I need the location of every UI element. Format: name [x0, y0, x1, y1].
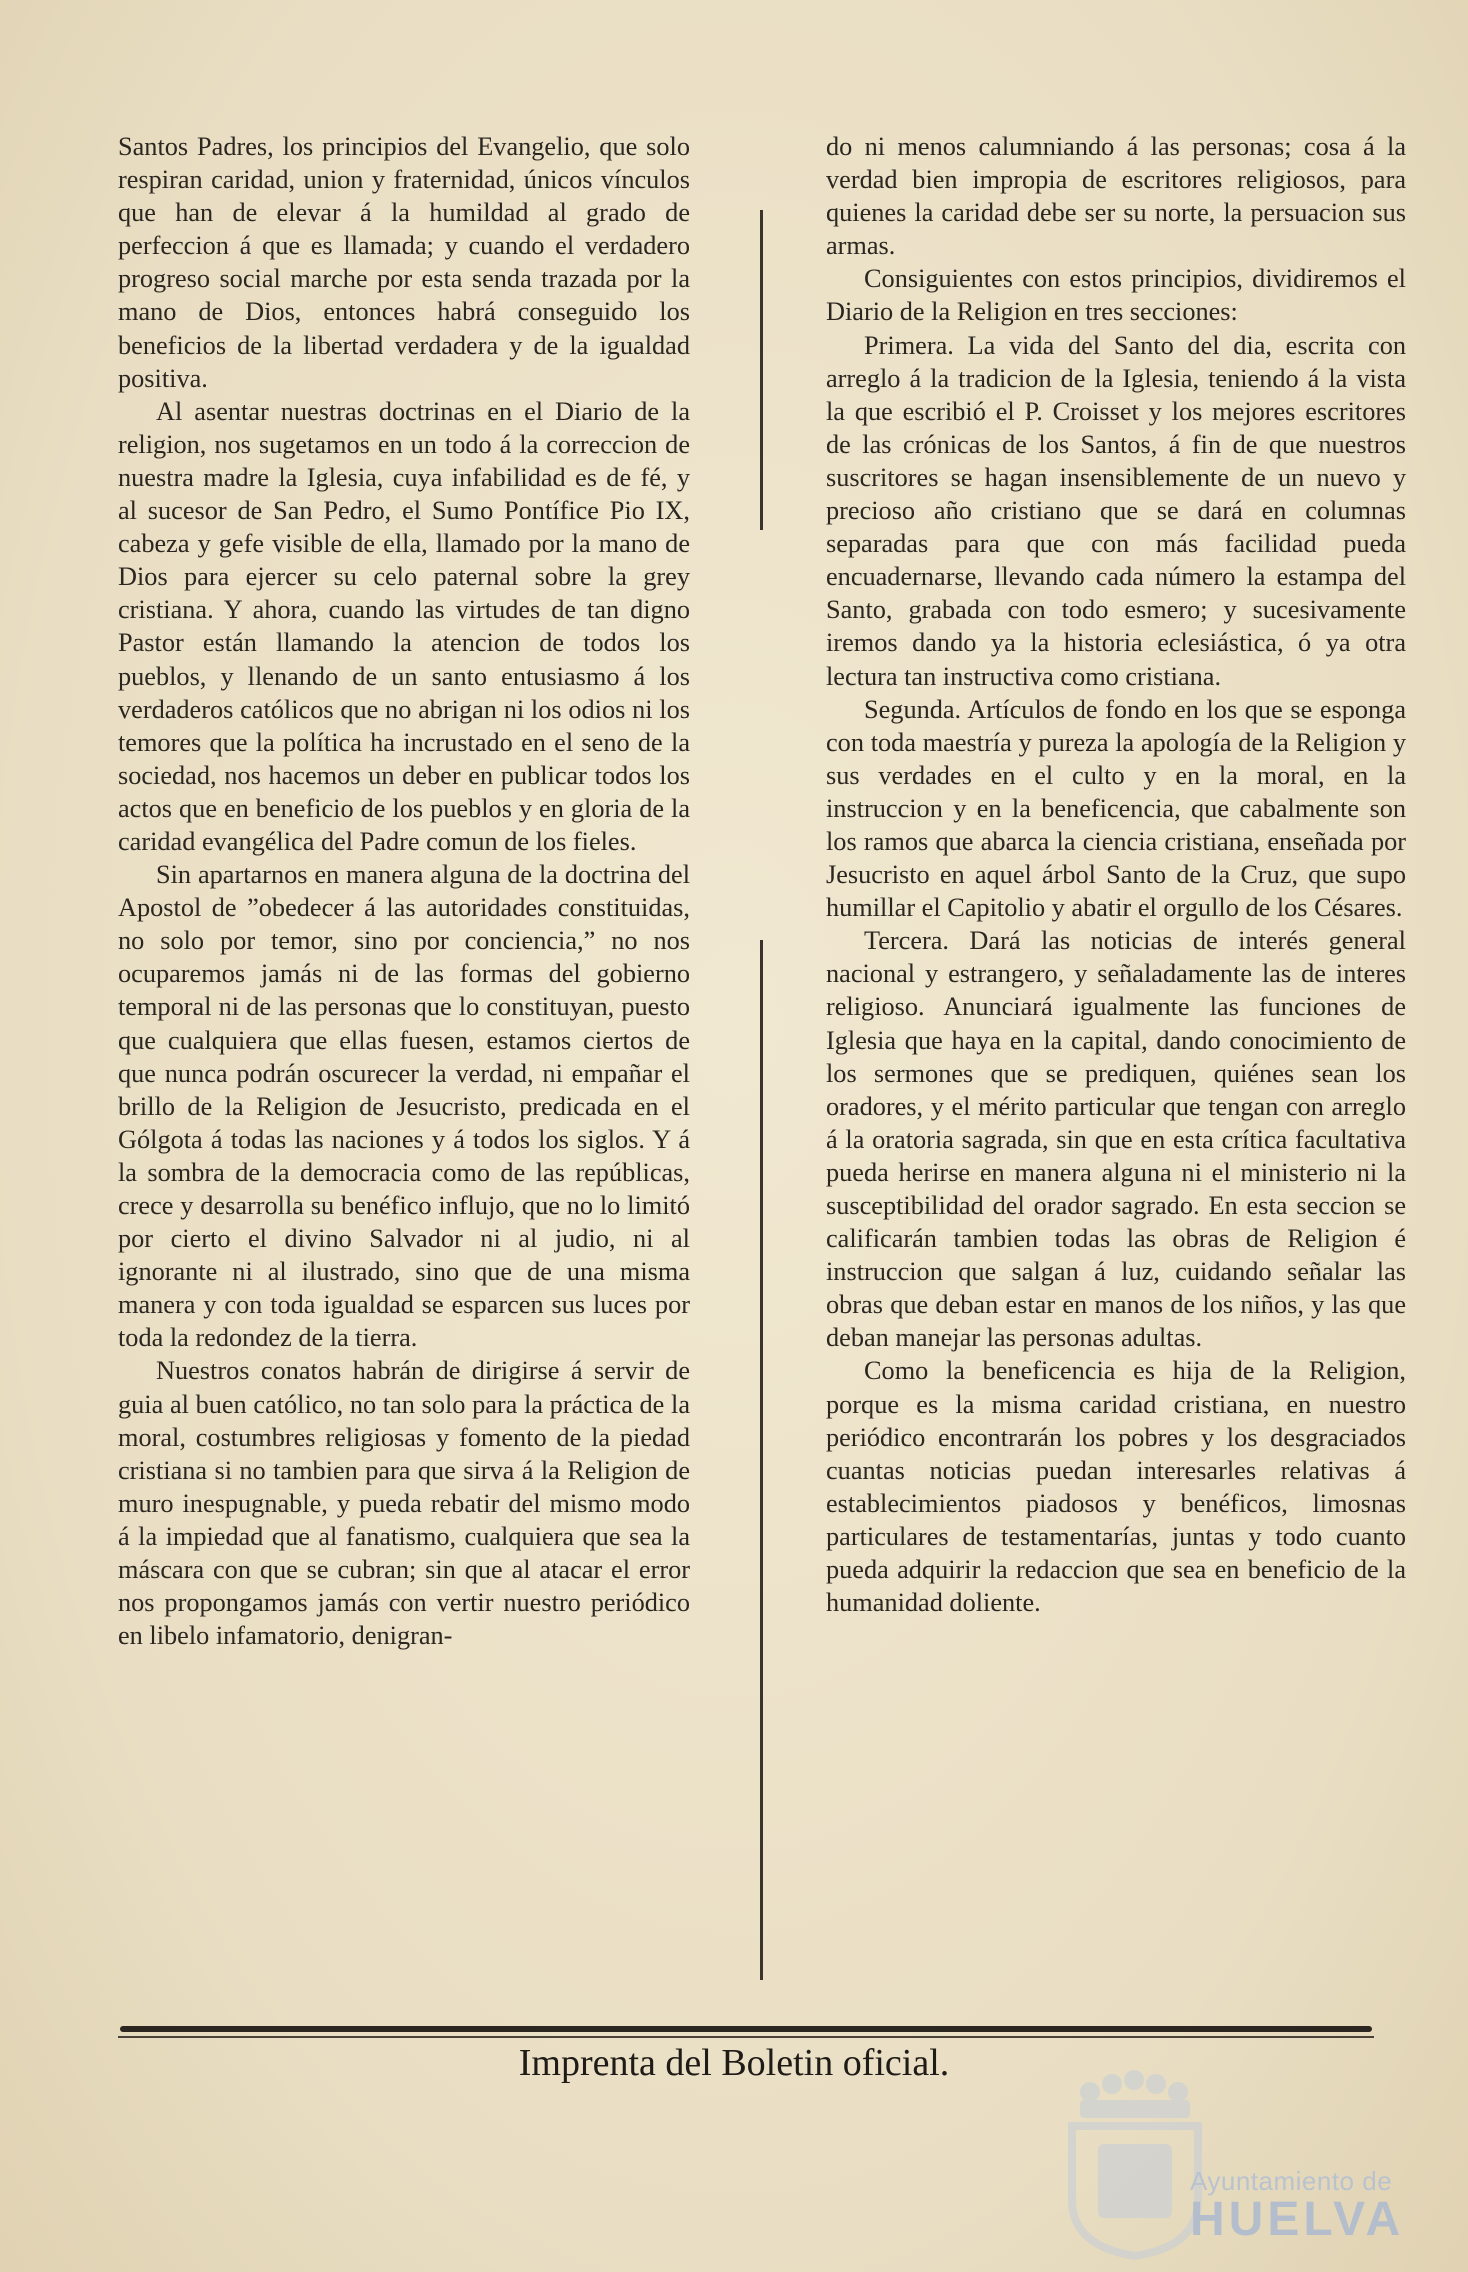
- column-divider: [760, 940, 763, 1980]
- imprint-line: Imprenta del Boletin oficial.: [518, 2042, 950, 2084]
- paragraph: Consiguientes con estos principios, dividiremos el Diario de la Religion en tres secciones:: [826, 264, 1406, 327]
- paragraph: Santos Padres, los principios del Evangelio, que solo respiran caridad, union y fraternidad, únicos vínculos que han de elevar á la humildad al grado de perfeccion á que es llamada; y cuando el verdadero progreso social marche por esta senda trazada por la mano de Dios, entonces habrá conseguido los beneficios de la libertad verdadera y de la igualdad positiva.: [118, 132, 690, 393]
- watermark-line-2: HUELVA: [1190, 2193, 1405, 2246]
- column-divider: [760, 210, 763, 530]
- paragraph: Sin apartarnos en manera alguna de la doctrina del Apostol de ”obedecer á las autoridades constituidas, no solo por temor, sino por conciencia,” no nos ocuparemos jamás ni de las formas del gobierno temporal ni de las personas que lo constituyan, puesto que cualquiera que ellas fuesen, estamos ciertos de que nunca podrán oscurecer la verdad, ni empañar el brillo de la Religion de Jesucristo, predicada en el Gólgota á todas las naciones y á todos los siglos. Y á la sombra de la democracia como de las repúblicas, crece y desarrolla su benéfico influjo, que no lo limitó por cierto el divino Salvador ni al judio, ni al ignorante ni al ilustrado, sino que de una misma manera y con toda igualdad se esparcen sus luces por toda la redondez de la tierra.: [118, 860, 690, 1353]
- paragraph: do ni menos calumniando á las personas; cosa á la verdad bien impropia de escritores religiosos, para quienes la caridad debe ser su norte, la persuacion sus armas.: [826, 132, 1406, 261]
- footer-rule-heavy: [120, 2026, 1372, 2032]
- left-column: [118, 130, 690, 1652]
- right-column: [826, 130, 1406, 1619]
- paragraph: Al asentar nuestras doctrinas en el Diario de la religion, nos sugetamos en un todo á la correccion de nuestra madre la Iglesia, cuya infabilidad es de fé, y al sucesor de San Pedro, el Sumo Pontífice Pio IX, cabeza y gefe visible de ella, llamado por la mano de Dios para ejercer su celo paternal sobre la grey cristiana. Y ahora, cuando las virtudes de tan digno Pastor están llamando la atencion de todos los pueblos, y llenando de un santo entusiasmo á los verdaderos católicos que no abrigan ni los odios ni los temores que la política ha incrustado en el seno de la sociedad, nos hacemos un deber en publicar todos los actos que en beneficio de los pueblos y en gloria de la caridad evangélica del Padre comun de los fieles.: [118, 396, 690, 856]
- watermark-line-1: Ayuntamiento de: [1190, 2166, 1393, 2196]
- paragraph: Primera. La vida del Santo del dia, escrita con arreglo á la tradicion de la Iglesia, teniendo á la vista la que escribió el P. Croisset y los mejores escritores de las crónicas de los Santos, á fin de que nuestros suscritores se hagan insensiblemente de un nuevo y precioso año cristiano que se dará en columnas separadas para que con más facilidad pueda encuadernarse, llevando cada número la estampa del Santo, grabada con todo esmero; y sucesivamente iremos dando ya la historia eclesiástica, ó ya otra lectura tan instructiva como cristiana.: [826, 330, 1406, 691]
- paragraph: Como la beneficencia es hija de la Religion, porque es la misma caridad cristiana, en nuestro periódico encontrarán los pobres y los desgraciados cuantas noticias puedan interesarles relativas á establecimientos piadosos y benéficos, limosnas particulares de testamentarías, juntas y todo cuanto pueda adquirir la redaccion que sea en beneficio de la humanidad doliente.: [826, 1356, 1406, 1618]
- paragraph: Tercera. Dará las noticias de interés general nacional y estrangero, y señaladamente las de interes religioso. Anunciará igualmente las funciones de Iglesia que haya en la capital, dando conocimiento de los sermones que se prediquen, quiénes sean los oradores, y el mérito particular que tengan con arreglo á la oratoria sagrada, sin que en esta crítica facultativa pueda herirse en manera alguna ni el ministerio ni la susceptibilidad del orador sagrado. En esta seccion se calificarán tambien todas las obras de Religion é instruccion que salgan á luz, cuidando señalar las obras que deban estar en manos de los niños, y las que deban manejar las personas adultas.: [826, 926, 1406, 1353]
- paragraph: Segunda. Artículos de fondo en los que se esponga con toda maestría y pureza la apología de la Religion y sus verdades en el culto y en la moral, en la instruccion y en la beneficencia, que cabalmente son los ramos que abarca la ciencia cristiana, enseñada por Jesucristo en aquel árbol Santo de la Cruz, que supo humillar el Capitolio y abatir el orgullo de los Césares.: [826, 694, 1406, 923]
- paragraph: Nuestros conatos habrán de dirigirse á servir de guia al buen católico, no tan solo para la práctica de la moral, costumbres religiosas y fomento de la piedad cristiana si no tambien para que sirva á la Religion de muro inespugnable, y pueda rebatir del mismo modo á la impiedad que al fanatismo, cualquiera que sea la máscara con que se cubran; sin que al atacar el error nos propongamos jamás con vertir nuestro periódico en libelo infamatorio, denigran-: [118, 1356, 690, 1651]
